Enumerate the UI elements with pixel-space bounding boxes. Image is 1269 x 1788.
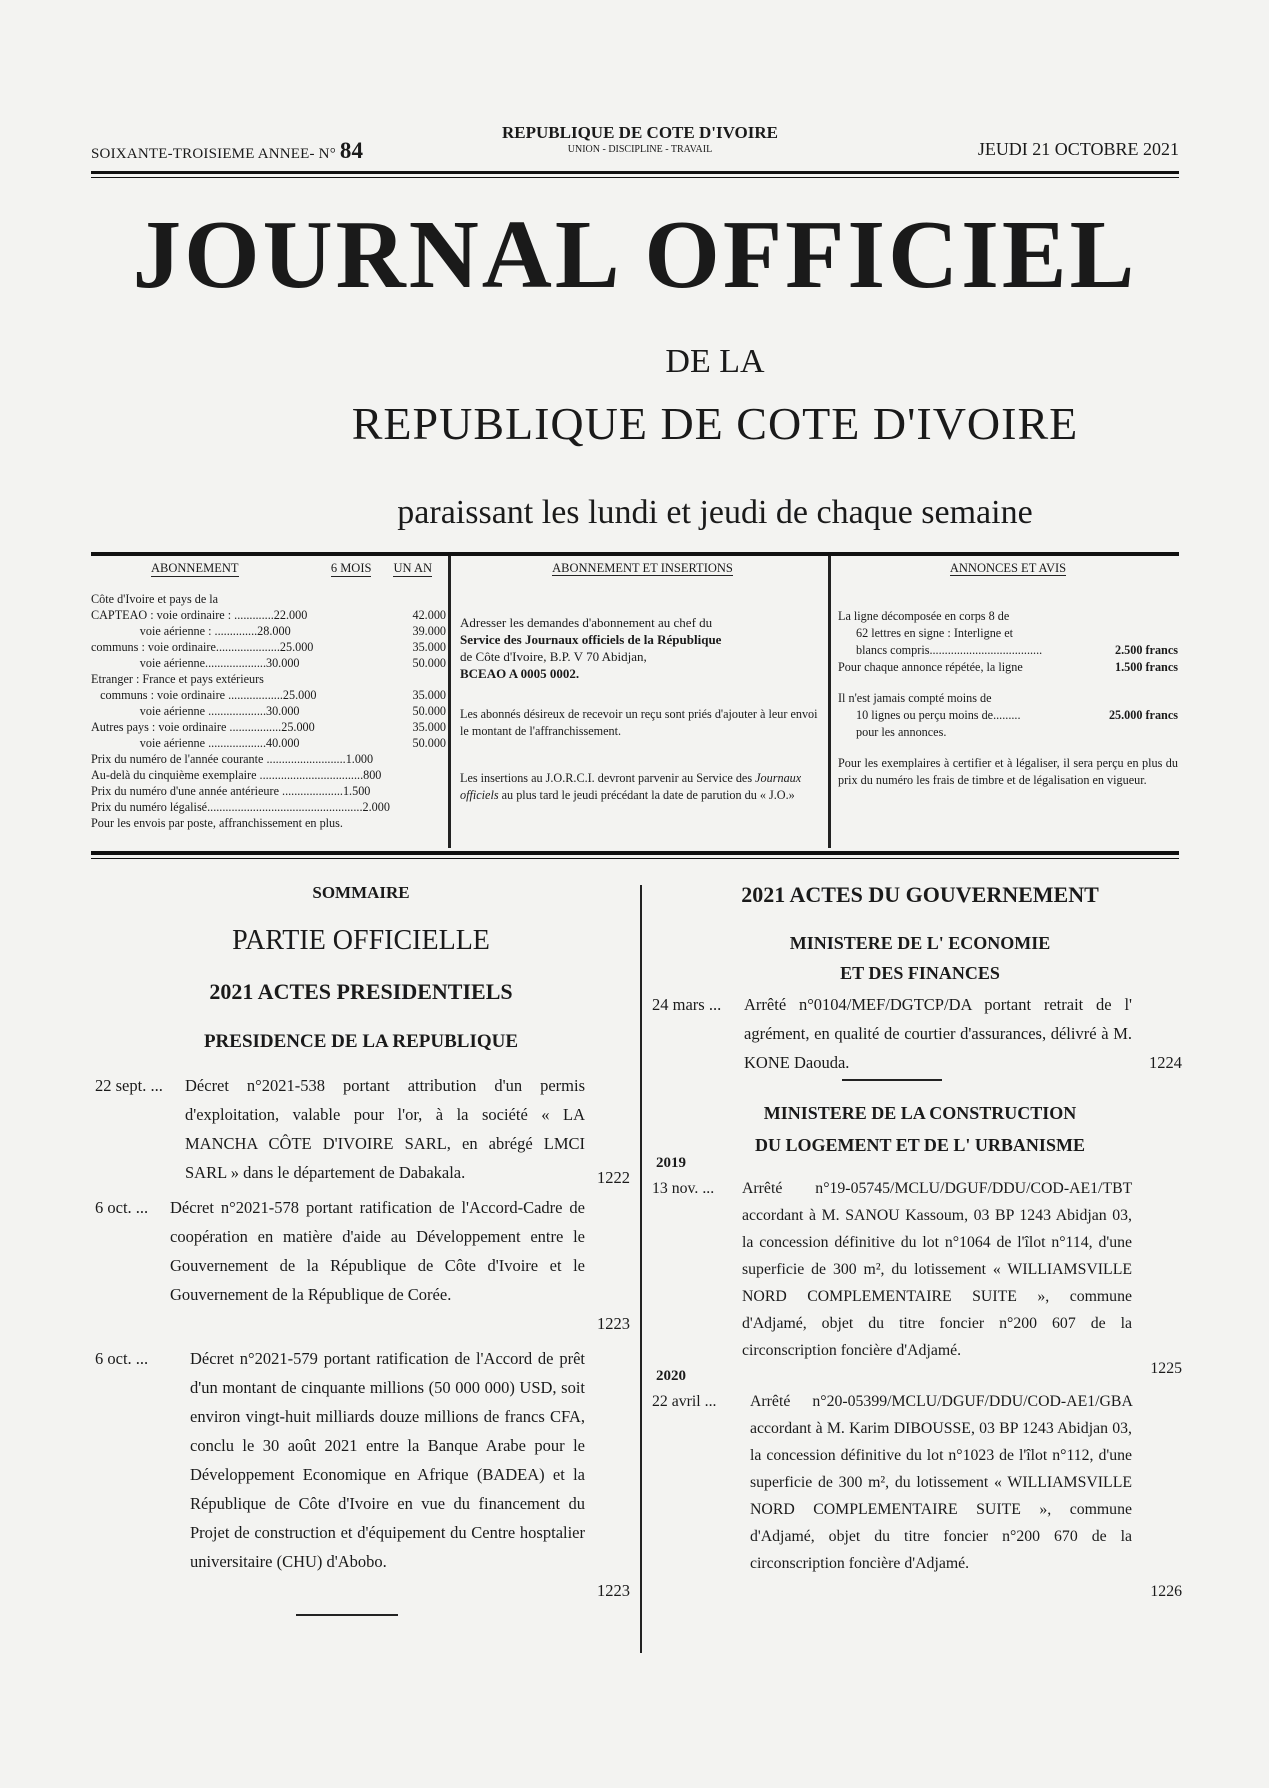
abonnement-row-annual: 35.000 xyxy=(412,640,446,654)
header-rule-thin xyxy=(91,177,1179,178)
abonnement-row-annual xyxy=(398,751,446,767)
gouvernement-entry xyxy=(652,1388,1182,1606)
abonnement-row xyxy=(91,719,446,735)
entry-text: Décret n°2021-538 portant attribution d'un permis d'exploitation, valable pour l'or, à la société « LA MANCHA CÔTE D'IVOIRE SARL, en abrégé LMCI SARL » dans le département de Dabakala. xyxy=(185,1076,585,1182)
republic-header xyxy=(480,123,800,155)
para1-text-c: de Côte d'Ivoire, B.P. V 70 Abidjan, xyxy=(460,649,647,664)
annonces-price-1: 2.500 francs xyxy=(1115,643,1178,657)
insertions-para-3 xyxy=(460,770,825,804)
header-rule-top xyxy=(91,171,1179,174)
abonnement-row-annual: 35.000 xyxy=(412,688,446,702)
box-rule-bottom xyxy=(91,851,1179,855)
annonces-line-8: Pour les exemplaires à certifier et à légaliser, il sera perçu en plus du prix du numéro les frais de timbre et de légalisation en vigueur. xyxy=(838,756,1178,787)
publication-frequency: paraissant les lundi et jeudi de chaque semaine xyxy=(397,494,1033,531)
abonnement-row-annual: 50.000 xyxy=(412,736,446,750)
insertions-para-2: Les abonnés désireux de recevoir un reçu sont priés d'ajouter à leur envoi le montant de l'affranchissement. xyxy=(460,707,818,738)
abonnement-row-annual: 50.000 xyxy=(412,656,446,670)
abonnement-row-label: Etranger : France et pays extérieurs xyxy=(91,672,264,686)
abonnement-row xyxy=(91,799,446,815)
annonces-line-3-text: blancs compris..................................... xyxy=(856,643,1043,657)
presidence-heading: PRESIDENCE DE LA REPUBLIQUE xyxy=(203,1031,519,1052)
actes-presidentiels-heading: 2021 ACTES PRESIDENTIELS xyxy=(209,979,513,1004)
abonnement-row xyxy=(91,751,446,767)
entry-page: 1223 xyxy=(597,1314,630,1333)
entry-date: 13 nov. ... xyxy=(652,1180,715,1197)
abonnement-row-label: Prix du numéro légalisé...................................................2.000 xyxy=(91,800,390,814)
annonces-line-1: La ligne décomposée en corps 8 de xyxy=(838,609,1010,623)
para1-text-b: Service des Journaux officiels de la République xyxy=(460,632,722,647)
abonnement-rows xyxy=(91,591,446,831)
entry-text xyxy=(742,1175,1132,1364)
gouvernement-entry xyxy=(652,1175,1182,1385)
entry-text xyxy=(750,1388,1132,1577)
entry-body: accordant à M. Karim DIBOUSSE, 03 BP 1243 Abidjan 03, la concession définitive du lot n°1023 de l'îlot n°112, d'une superficie de 300 m², du lotissement « WILLIAMSVILLE NORD COMPLEMENTAIRE SUITE », commune d'Adjamé, objet du titre foncier n°200 670 de la circonscription foncière d'Adjamé. xyxy=(750,1420,1132,1572)
entry-date: 22 avril ... xyxy=(652,1393,717,1410)
sommaire-title: SOMMAIRE xyxy=(312,883,410,902)
entry-text: Arrêté n°0104/MEF/DGTCP/DA portant retrait de l' agrément, en qualité de courtier d'assurances, délivré à M. KONE Daouda. xyxy=(744,995,1132,1072)
edition-info xyxy=(91,138,363,164)
entry-date: 24 mars ... xyxy=(652,995,722,1014)
annonces-line-3 xyxy=(838,642,1178,659)
annonces-line-4 xyxy=(838,659,1178,676)
ministere-construction-heading xyxy=(660,1097,1180,1161)
entry-page: 1223 xyxy=(597,1581,630,1600)
gouvernement-entry xyxy=(652,990,1182,1070)
para1-text-d: BCEAO A 0005 0002. xyxy=(460,666,580,681)
abonnement-head-1an: UN AN xyxy=(393,561,432,575)
abonnement-head: ABONNEMENT xyxy=(151,561,239,575)
annonces-box xyxy=(838,560,1178,847)
republic-name: REPUBLIQUE DE COTE D'IVOIRE xyxy=(502,123,778,142)
para1-text-a: Adresser les demandes d'abonnement au chef du xyxy=(460,615,713,630)
abonnement-box xyxy=(91,560,446,847)
abonnement-row-label: CAPTEAO : voie ordinaire : .............22.000 xyxy=(91,608,308,622)
abonnement-row xyxy=(91,815,446,831)
entry-text: Décret n°2021-578 portant ratification de l'Accord-Cadre de coopération en matière d'aide au Développement entre le Gouvernement de la République de Côte d'Ivoire et le Gouvernement de la République de Corée. xyxy=(170,1198,585,1304)
ministere-construction-line-2: DU LOGEMENT ET DE L' URBANISME xyxy=(755,1135,1085,1155)
abonnement-row-label: Pour les envois par poste, affranchissement en plus. xyxy=(91,816,343,830)
annonces-line-4-text: Pour chaque annonce répétée, la ligne xyxy=(838,660,1023,674)
abonnement-row-label: communs : voie ordinaire.....................25.000 xyxy=(91,640,314,654)
annonces-line-6-text: 10 lignes ou perçu moins de......... xyxy=(856,708,1021,722)
entry-ref: Arrêté n°19-05745/MCLU/DGUF/DDU/COD-AE1/TBT xyxy=(742,1180,1132,1197)
para3-text-em: Journaux officiels xyxy=(460,771,802,802)
abonnement-row-label: Au-delà du cinquième exemplaire ..................................800 xyxy=(91,768,382,782)
entry-text: Décret n°2021-579 portant ratification de l'Accord de prêt d'un montant de cinquante millions (50 000 000) USD, soit environ vingt-huit milliards douze millions de francs CFA, conclu le 30 août 2021 entre la Banque Arabe pour le Développement Economique en Afrique (BADEA) et la République de Côte d'Ivoire en vue du financement du Projet de construction et d'équipement du Centre hosptalier universitaire (CHU) d'Abobo. xyxy=(190,1349,585,1571)
edition-number: 84 xyxy=(339,138,364,163)
abonnement-row-annual xyxy=(398,591,446,607)
annonces-line-5: Il n'est jamais compté moins de xyxy=(838,691,992,705)
box-separator-1 xyxy=(448,556,451,848)
abonnement-row-label: voie aérienne : ..............28.000 xyxy=(91,624,291,638)
abonnement-row-annual xyxy=(398,815,446,831)
abonnement-head-6mois: 6 MOIS xyxy=(330,561,372,575)
abonnement-row xyxy=(91,687,446,703)
abonnement-row-label: Autres pays : voie ordinaire .................25.000 xyxy=(91,720,315,734)
abonnement-row-annual xyxy=(398,799,446,815)
insertions-box xyxy=(460,560,825,847)
abonnement-row-annual xyxy=(398,783,446,799)
year-2019: 2019 xyxy=(656,1155,686,1171)
box-separator-2 xyxy=(828,556,831,848)
insertions-head: ABONNEMENT ET INSERTIONS xyxy=(552,561,733,575)
abonnement-row-annual: 42.000 xyxy=(412,608,446,622)
para3-text-a: Les insertions au J.O.R.C.I. devront parvenir au Service des xyxy=(460,771,753,785)
sommaire-entry xyxy=(95,1344,630,1608)
entry-date: 6 oct. ... xyxy=(95,1198,149,1217)
national-motto: UNION - DISCIPLINE - TRAVAIL xyxy=(567,144,713,155)
partie-officielle: PARTIE OFFICIELLE xyxy=(232,925,490,956)
abonnement-row-annual: 39.000 xyxy=(412,624,446,638)
entry-ref: Arrêté n°20-05399/MCLU/DGUF/DDU/COD-AE1/GBA xyxy=(750,1393,1132,1410)
abonnement-row-label: voie aérienne....................30.000 xyxy=(91,656,300,670)
entry-page: 1224 xyxy=(1149,1053,1182,1072)
abonnement-row xyxy=(91,735,446,751)
entry-page: 1222 xyxy=(597,1168,630,1187)
abonnement-row xyxy=(91,783,446,799)
abonnement-row xyxy=(91,591,446,607)
abonnement-row-annual: 35.000 xyxy=(412,720,446,734)
abonnement-row xyxy=(91,703,446,719)
entry-date: 22 sept. ... xyxy=(95,1076,163,1095)
entry-date: 6 oct. ... xyxy=(95,1349,149,1368)
abonnement-row xyxy=(91,623,446,639)
entry-page: 1225 xyxy=(1150,1360,1182,1377)
end-rule-left xyxy=(296,1614,398,1616)
abonnement-row xyxy=(91,767,446,783)
entry-page: 1226 xyxy=(1150,1583,1182,1600)
actes-gouvernement-heading: 2021 ACTES DU GOUVERNEMENT xyxy=(741,882,1099,907)
abonnement-row-label: Côte d'Ivoire et pays de la xyxy=(91,592,219,606)
annonces-line-6 xyxy=(838,707,1178,724)
abonnement-row-annual: 50.000 xyxy=(412,704,446,718)
edition-prefix: SOIXANTE-TROISIEME ANNEE- N° xyxy=(91,146,336,162)
abonnement-row-label: Prix du numéro d'une année antérieure ....................1.500 xyxy=(91,784,371,798)
insertions-para-1 xyxy=(460,614,825,682)
journal-title: JOURNAL OFFICIEL xyxy=(132,201,1138,308)
abonnement-row-annual xyxy=(398,767,446,783)
annonces-price-2: 1.500 francs xyxy=(1115,660,1178,674)
entry-body: accordant à M. SANOU Kassoum, 03 BP 1243 Abidjan 03, la concession définitive du lot n°1064 de l'îlot n°114, d'une superficie de 300 m², du lotissement « WILLIAMSVILLE NORD COMPLEMENTAIRE SUITE », commune d'Adjamé, objet du titre foncier n°200 607 de la circonscription foncière d'Adjamé. xyxy=(742,1207,1132,1359)
title-country: REPUBLIQUE DE COTE D'IVOIRE xyxy=(351,398,1079,449)
abonnement-row-annual xyxy=(398,671,446,687)
ministere-economie-line-1: MINISTERE DE L' ECONOMIE xyxy=(789,933,1051,953)
abonnement-row-label: voie aérienne ...................30.000 xyxy=(91,704,300,718)
abonnement-row xyxy=(91,655,446,671)
column-separator xyxy=(640,885,642,1653)
abonnement-row-label: Prix du numéro de l'année courante ..........................1.000 xyxy=(91,752,374,766)
annonces-line-7: pour les annonces. xyxy=(856,725,947,739)
ministere-economie-line-2: ET DES FINANCES xyxy=(840,963,1000,983)
abonnement-row xyxy=(91,607,446,623)
annonces-head: ANNONCES ET AVIS xyxy=(949,561,1067,575)
abonnement-row xyxy=(91,639,446,655)
box-rule-bottom-thin xyxy=(91,858,1179,859)
annonces-line-2: 62 lettres en signe : Interligne et xyxy=(856,626,1014,640)
sommaire-entry xyxy=(95,1193,630,1338)
title-de-la: DE LA xyxy=(665,343,765,380)
abonnement-row-label: communs : voie ordinaire ..................25.000 xyxy=(91,688,317,702)
annonces-price-3: 25.000 francs xyxy=(1108,708,1178,722)
para3-text-b: au plus tard le jeudi précédant la date de parution du « J.O.» xyxy=(501,788,795,802)
year-2020: 2020 xyxy=(656,1368,686,1384)
box-rule-top xyxy=(91,552,1179,556)
rule-after-eco xyxy=(842,1079,942,1081)
abonnement-row xyxy=(91,671,446,687)
ministere-economie-heading xyxy=(660,928,1180,988)
ministere-construction-line-1: MINISTERE DE LA CONSTRUCTION xyxy=(763,1103,1077,1123)
abonnement-row-label: voie aérienne ...................40.000 xyxy=(91,736,300,750)
sommaire-entry xyxy=(95,1071,630,1187)
issue-date: JEUDI 21 OCTOBRE 2021 xyxy=(977,139,1179,159)
